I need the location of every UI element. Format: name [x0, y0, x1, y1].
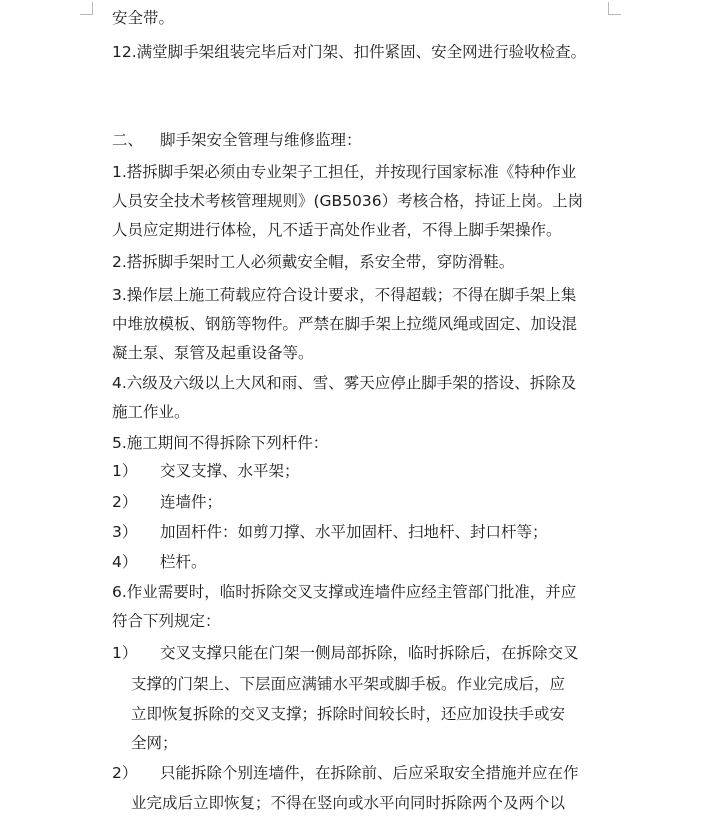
text-run: 人员应定期进行体检，凡不适于高处作业者，不得上脚手架操作。 — [112, 221, 562, 239]
list-marker: 4） — [112, 553, 138, 571]
text-line — [0, 578, 716, 607]
text-line — [0, 670, 716, 699]
list-item — [0, 548, 716, 577]
text-run: 业完成后立即恢复；不得在竖向或水平向同时拆除两个及两个以 — [131, 794, 566, 812]
section-title: 脚手架安全管理与维修监理： — [160, 131, 362, 149]
text-run: 3.操作层上施工荷载应符合设计要求，不得超载；不得在脚手架上集 — [112, 286, 577, 304]
list-text: 加固杆件：如剪刀撑、水平加固杆、扫地杆、封口杆等； — [160, 523, 548, 541]
text-line — [0, 369, 716, 398]
text-run: 施工作业。 — [112, 403, 190, 421]
text-line — [0, 789, 716, 818]
text-run: 支撑的门架上、下层面应满铺水平架或脚手板。作业完成后，应 — [131, 675, 566, 693]
text-line — [0, 429, 716, 458]
text-line — [0, 310, 716, 339]
list-text: 栏杆。 — [160, 553, 207, 571]
text-run: 5.施工期间不得拆除下列杆件： — [112, 434, 329, 452]
list-marker: 2） — [112, 493, 138, 511]
text-run: 凝土泵、泵管及起重设备等。 — [112, 344, 314, 362]
text-run: 人员安全技术考核管理规则》(GB5036）考核合格，持证上岗。上岗 — [112, 192, 584, 210]
list-item — [0, 639, 716, 668]
text-run: 2.搭拆脚手架时工人必须戴安全帽，系安全带，穿防滑鞋。 — [112, 253, 515, 271]
list-marker: 1） — [112, 644, 138, 662]
list-text: 交叉支撑只能在门架一侧局部拆除，临时拆除后，在拆除交叉 — [160, 644, 579, 662]
list-text: 只能拆除个别连墙件，在拆除前、后应采取安全措施并应在作 — [160, 764, 579, 782]
text-line — [0, 158, 716, 187]
text-run: 12.满堂脚手架组装完毕后对门架、扣件紧固、安全网进行验收检查。 — [112, 43, 587, 61]
text-line — [0, 339, 716, 368]
text-line — [0, 4, 716, 33]
list-marker: 2） — [112, 764, 138, 782]
text-line — [0, 187, 716, 216]
text-run: 6.作业需要时，临时拆除交叉支撑或连墙件应经主管部门批准，并应 — [112, 583, 577, 601]
list-marker: 3） — [112, 523, 138, 541]
text-line — [0, 38, 716, 67]
list-item — [0, 518, 716, 547]
text-line — [0, 700, 716, 729]
text-run: 中堆放模板、钢筋等物件。严禁在脚手架上拉缆风绳或固定、加设混 — [112, 315, 578, 333]
text-line — [0, 248, 716, 277]
text-run: 全网； — [131, 734, 178, 752]
section-heading — [0, 126, 716, 155]
list-text: 交叉支撑、水平架； — [160, 462, 300, 480]
text-line — [0, 398, 716, 427]
text-run: 符合下列规定： — [112, 612, 221, 630]
list-item — [0, 488, 716, 517]
text-line — [0, 607, 716, 636]
list-marker: 1） — [112, 462, 138, 480]
text-run: 4.六级及六级以上大风和雨、雪、雾天应停止脚手架的搭设、拆除及 — [112, 374, 577, 392]
list-item — [0, 457, 716, 486]
text-line — [0, 216, 716, 245]
list-item — [0, 759, 716, 788]
text-run: 立即恢复拆除的交叉支撑；拆除时间较长时，还应加设扶手或安 — [131, 705, 566, 723]
text-run: 安全带。 — [112, 9, 175, 27]
text-run: 1.搭拆脚手架必须由专业架子工担任，并按现行国家标准《特种作业 — [112, 163, 577, 181]
section-number: 二、 — [112, 131, 144, 149]
text-line — [0, 281, 716, 310]
text-line — [0, 729, 716, 758]
list-text: 连墙件； — [160, 493, 223, 511]
